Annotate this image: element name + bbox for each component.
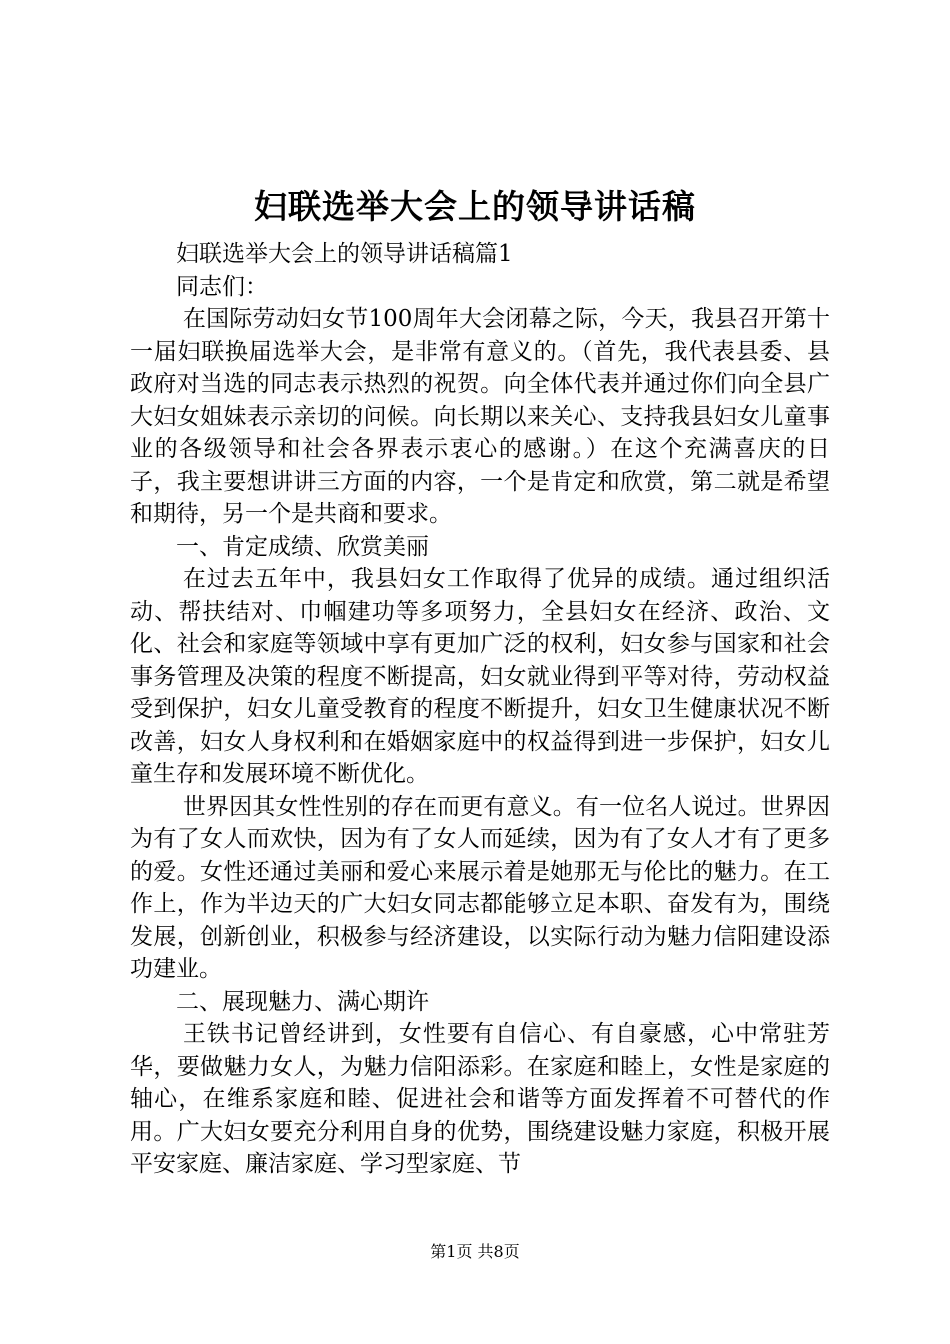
document-subtitle: 妇联选举大会上的领导讲话稿篇1 [176,241,513,267]
salutation: 同志们： [176,273,268,300]
document-title: 妇联选举大会上的领导讲话稿 [254,187,696,226]
paragraph: 在国际劳动妇女节100周年大会闭幕之际，今天，我县召开第十一届妇联换届选举大会，是非常有意义的。（首先，我代表县委、县政府对当选的同志表示热烈的祝贺。向全体代表并通过你们向全县广大妇女姐妹表示亲切的问候。向长期以来关心、支持我县妇女儿童事业的各级领导和社会各界表示衷心的感谢。）在这个充满喜庆的日子，我主要想讲讲三方面的内容，一个是肯定和欣赏，第二就是希望和期待，另一个是共商和要求。 [130,306,830,527]
page-footer: 第1页 共8页 [430,1242,520,1261]
paragraph: 王铁书记曾经讲到，女性要有自信心、有自豪感，心中常驻芳华，要做魅力女人，为魅力信阳添彩。在家庭和睦上，女性是家庭的轴心，在维系家庭和睦、促进社会和谐等方面发挥着不可替代的作用。广大妇女要充分利用自身的优势，围绕建设魅力家庭，积极开展平安家庭、廉洁家庭、学习型家庭、节 [130,1021,830,1177]
document-body [130,238,830,1181]
paragraph: 在过去五年中，我县妇女工作取得了优异的成绩。通过组织活动、帮扶结对、巾帼建功等多项努力，全县妇女在经济、政治、文化、社会和家庭等领域中享有更加广泛的权利，妇女参与国家和社会事务管理及决策的程度不断提高，妇女就业得到平等对待，劳动权益受到保护，妇女儿童受教育的程度不断提升，妇女卫生健康状况不断改善，妇女人身权利和在婚姻家庭中的权益得到进一步保护，妇女儿童生存和发展环境不断优化。 [130,566,830,787]
section-heading: 一、肯定成绩、欣赏美丽 [176,533,429,560]
paragraph: 世界因其女性性别的存在而更有意义。有一位名人说过。世界因为有了女人而欢快，因为有了女人而延续，因为有了女人才有了更多的爱。女性还通过美丽和爱心来展示着是她那无与伦比的魅力。在工作上，作为半边天的广大妇女同志都能够立足本职、奋发有为，围绕发展，创新创业，积极参与经济建设，以实际行动为魅力信阳建设添功建业。 [130,793,830,982]
section-heading: 二、展现魅力、满心期许 [176,988,429,1015]
